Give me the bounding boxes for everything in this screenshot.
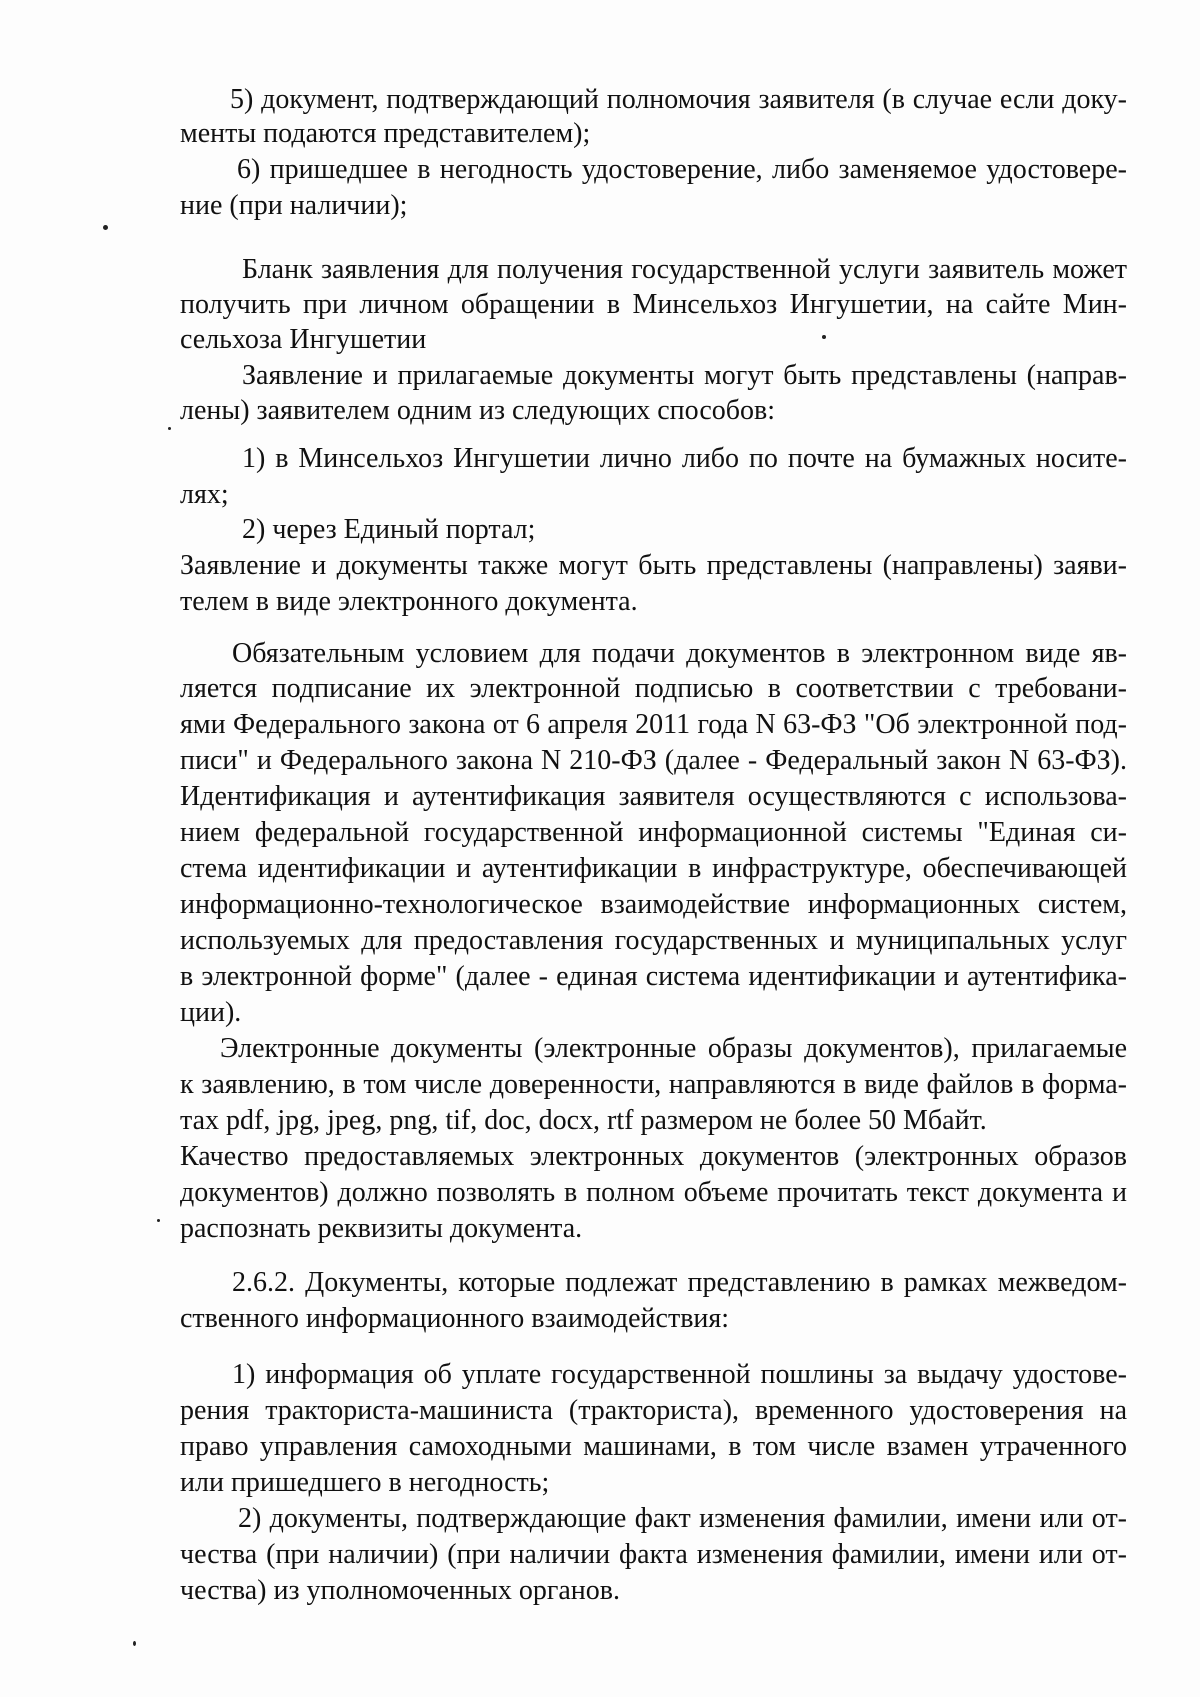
- text-line: Обязательным условием для подачи документов в электронном виде яв-: [232, 638, 1127, 669]
- text-line: писи" и Федерального закона N 210-ФЗ (далее - Федеральный закон N 63-ФЗ).: [180, 745, 1127, 776]
- scan-speck: [133, 1641, 136, 1646]
- text-line: документов) должно позволять в полном объеме прочитать текст документа и: [180, 1177, 1127, 1208]
- scan-speck: [168, 427, 171, 430]
- text-line: или пришедшего в негодность;: [180, 1467, 550, 1498]
- text-line: Качество предоставляемых электронных документов (электронных образов: [180, 1141, 1127, 1172]
- text-line: право управления самоходными машинами, в том числе взамен утраченного: [180, 1431, 1127, 1462]
- text-line: чества) из уполномоченных органов.: [180, 1575, 620, 1606]
- text-line: получить при личном обращении в Минсельхоз Ингушетии, на сайте Мин-: [180, 289, 1127, 320]
- text-line: ями Федерального закона от 6 апреля 2011 года N 63-ФЗ "Об электронной под-: [180, 709, 1127, 740]
- text-line: Бланк заявления для получения государственной услуги заявитель может: [242, 254, 1127, 285]
- text-line: 2) документы, подтверждающие факт изменения фамилии, имени или от-: [238, 1503, 1127, 1534]
- text-line: Электронные документы (электронные образы документов), прилагаемые: [220, 1033, 1127, 1064]
- text-line: менты подаются представителем);: [180, 118, 591, 149]
- text-line: ляется подписание их электронной подписью в соответствии с требовани-: [180, 673, 1127, 704]
- scan-speck: [822, 335, 826, 339]
- text-line: Идентификация и аутентификация заявителя осуществляются с использова-: [180, 781, 1127, 812]
- text-line: распознать реквизиты документа.: [180, 1213, 583, 1244]
- text-line: чества (при наличии) (при наличии факта изменения фамилии, имени или от-: [180, 1539, 1127, 1570]
- text-line: рения тракториста-машиниста (тракториста), временного удостоверения на: [180, 1395, 1127, 1426]
- text-line: в электронной форме" (далее - единая система идентификации и аутентифика-: [180, 961, 1127, 992]
- scan-speck: [103, 225, 108, 230]
- text-line: информационно-технологическое взаимодействие информационных систем,: [180, 889, 1127, 920]
- text-line: ние (при наличии);: [180, 190, 408, 221]
- text-line: лены) заявителем одним из следующих способов:: [180, 395, 775, 426]
- text-line: 2) через Единый портал;: [242, 514, 536, 545]
- text-line: лях;: [180, 479, 229, 510]
- text-line: к заявлению, в том числе доверенности, направляются в виде файлов в форма-: [180, 1069, 1127, 1100]
- text-line: нием федеральной государственной информационной системы "Единая си-: [180, 817, 1127, 848]
- text-line: сельхоза Ингушетии: [180, 324, 427, 355]
- text-line: Заявление и прилагаемые документы могут быть представлены (направ-: [242, 360, 1127, 391]
- text-line: Заявление и документы также могут быть представлены (направлены) заяви-: [180, 550, 1127, 581]
- text-line: тах pdf, jpg, jpeg, png, tif, doc, docx, rtf размером не более 50 Мбайт.: [180, 1105, 987, 1136]
- text-line: телем в виде электронного документа.: [180, 586, 638, 617]
- scan-speck: [157, 1219, 160, 1222]
- text-line: ственного информационного взаимодействия:: [180, 1303, 730, 1334]
- text-line: используемых для предоставления государственных и муниципальных услуг: [180, 925, 1127, 956]
- text-line: 5) документ, подтверждающий полномочия заявителя (в случае если доку-: [230, 84, 1127, 115]
- text-line: 2.6.2. Документы, которые подлежат представлению в рамках межведом-: [232, 1267, 1127, 1298]
- text-line: стема идентификации и аутентификации в инфраструктуре, обеспечивающей: [180, 853, 1127, 884]
- text-line: 1) в Минсельхоз Ингушетии лично либо по почте на бумажных носите-: [242, 443, 1127, 474]
- text-line: 6) пришедшее в негодность удостоверение, либо заменяемое удостовере-: [237, 154, 1127, 185]
- text-line: ции).: [180, 997, 242, 1028]
- text-line: 1) информация об уплате государственной пошлины за выдачу удостове-: [232, 1359, 1127, 1390]
